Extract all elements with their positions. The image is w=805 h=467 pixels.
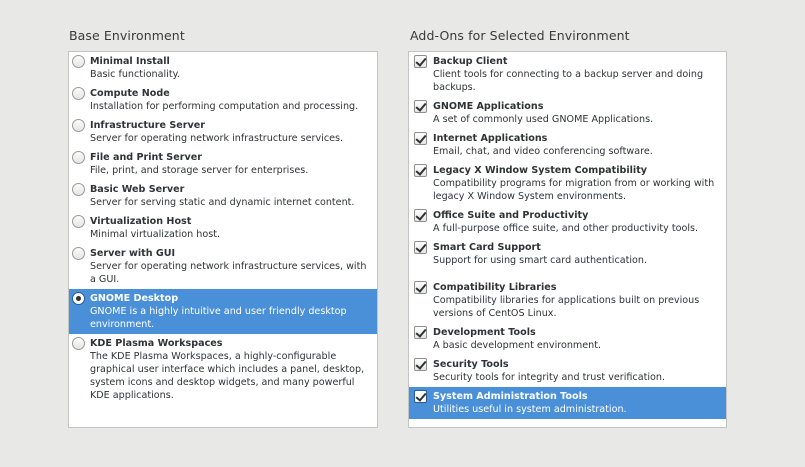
base-env-item-file-print-server[interactable] [69, 148, 377, 180]
item-title: Smart Card Support [433, 242, 541, 253]
base-env-item-server-with-gui[interactable] [69, 244, 377, 289]
item-description: Server for operating network infrastructure services. [90, 133, 344, 144]
item-description: Security tools for integrity and trust verification. [433, 372, 666, 383]
checkbox-checked[interactable] [414, 326, 427, 339]
item-title: Minimal Install [90, 56, 170, 67]
radio-button-checked[interactable] [72, 292, 85, 305]
base-environment-heading: Base Environment [69, 28, 185, 43]
radio-button[interactable] [72, 247, 85, 260]
checkbox-checked[interactable] [414, 164, 427, 177]
item-title: Virtualization Host [90, 216, 192, 227]
addons-heading: Add-Ons for Selected Environment [410, 28, 630, 43]
base-env-item-kde-plasma[interactable] [69, 334, 377, 405]
base-env-item-compute-node[interactable] [69, 84, 377, 116]
item-title: Office Suite and Productivity [433, 210, 589, 221]
checkbox-checked[interactable] [414, 55, 427, 68]
addon-item-legacy-x-window[interactable] [409, 161, 726, 206]
item-title: Server with GUI [90, 248, 176, 259]
base-env-item-virtualization-host[interactable] [69, 212, 377, 244]
item-description: GNOME is a highly intuitive and user friendly desktop environment. [90, 306, 347, 330]
base-env-item-infrastructure-server[interactable] [69, 116, 377, 148]
checkbox-checked[interactable] [414, 358, 427, 371]
item-title: Backup Client [433, 56, 508, 67]
checkbox-checked[interactable] [414, 241, 427, 254]
checkbox-checked[interactable] [414, 390, 427, 403]
base-environment-list[interactable] [68, 51, 378, 428]
item-description: Minimal virtualization host. [90, 229, 221, 240]
item-description: Installation for performing computation and processing. [90, 101, 359, 112]
item-title: GNOME Desktop [90, 293, 179, 304]
item-description: File, print, and storage server for enterprises. [90, 165, 309, 176]
radio-button[interactable] [72, 55, 85, 68]
item-description: Compatibility libraries for applications built on previous versions of CentOS Linux. [433, 295, 700, 319]
addon-item-office-suite[interactable] [409, 206, 726, 238]
radio-button[interactable] [72, 337, 85, 350]
item-description: Server for serving static and dynamic internet content. [90, 197, 355, 208]
radio-button[interactable] [72, 183, 85, 196]
radio-button[interactable] [72, 87, 85, 100]
radio-button[interactable] [72, 119, 85, 132]
item-description: Email, chat, and video conferencing software. [433, 146, 653, 157]
base-env-item-minimal-install[interactable] [69, 52, 377, 84]
addon-item-smart-card-support[interactable] [409, 238, 726, 270]
addon-item-gnome-applications[interactable] [409, 97, 726, 129]
item-title: System Administration Tools [433, 391, 588, 402]
item-description: A set of commonly used GNOME Applications. [433, 114, 654, 125]
item-description: Support for using smart card authentication. [433, 255, 648, 266]
addon-item-security-tools[interactable] [409, 355, 726, 387]
addon-item-compatibility-libraries[interactable] [409, 278, 726, 323]
item-title: Basic Web Server [90, 184, 185, 195]
checkbox-checked[interactable] [414, 281, 427, 294]
item-title: Legacy X Window System Compatibility [433, 165, 648, 176]
item-title: Development Tools [433, 327, 536, 338]
item-title: KDE Plasma Workspaces [90, 338, 223, 349]
item-title: Security Tools [433, 359, 509, 370]
item-description: Utilities useful in system administration. [433, 404, 627, 415]
addons-list[interactable] [408, 51, 727, 428]
checkbox-checked[interactable] [414, 100, 427, 113]
base-env-item-gnome-desktop[interactable] [69, 289, 377, 334]
item-title: File and Print Server [90, 152, 202, 163]
item-description: A full-purpose office suite, and other productivity tools. [433, 223, 699, 234]
item-description: Compatibility programs for migration from or working with legacy X Window System environments. [433, 178, 715, 202]
addon-item-system-administration-tools[interactable] [409, 387, 726, 419]
item-title: Infrastructure Server [90, 120, 205, 131]
item-description: A basic development environment. [433, 340, 602, 351]
checkbox-checked[interactable] [414, 132, 427, 145]
item-description: The KDE Plasma Workspaces, a highly-configurable graphical user interface which includes a panel, desktop, system icons and desktop widgets, and many powerful KDE applications. [90, 351, 365, 401]
item-title: Internet Applications [433, 133, 548, 144]
addon-item-development-tools[interactable] [409, 323, 726, 355]
radio-button[interactable] [72, 215, 85, 228]
radio-button[interactable] [72, 151, 85, 164]
item-title: Compute Node [90, 88, 170, 99]
item-title: GNOME Applications [433, 101, 544, 112]
addon-item-backup-client[interactable] [409, 52, 726, 97]
checkbox-checked[interactable] [414, 209, 427, 222]
item-description: Server for operating network infrastructure services, with a GUI. [90, 261, 367, 285]
item-description: Client tools for connecting to a backup server and doing backups. [433, 69, 704, 93]
item-description: Basic functionality. [90, 69, 180, 80]
addon-item-internet-applications[interactable] [409, 129, 726, 161]
item-title: Compatibility Libraries [433, 282, 557, 293]
base-env-item-basic-web-server[interactable] [69, 180, 377, 212]
